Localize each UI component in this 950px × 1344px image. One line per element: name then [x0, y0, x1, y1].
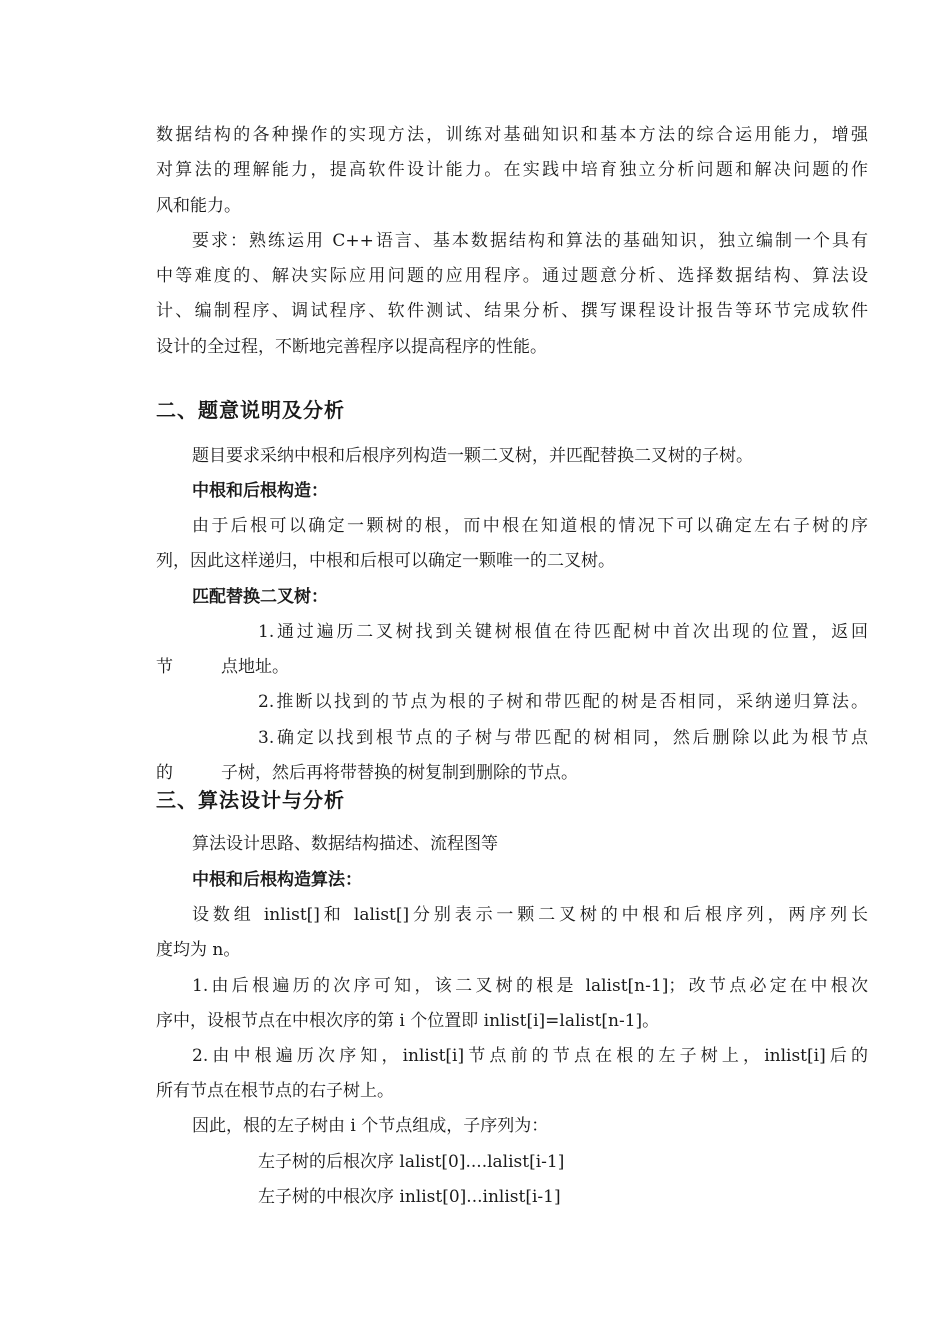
section2-step1-line2: [156, 655, 289, 679]
section2-sub1-title: 中根和后根构造：: [192, 481, 328, 501]
intro-p1-line1: 数据结构的各种操作的实现方法，训练对基础知识和基本方法的综合运用能力，增强: [156, 125, 868, 145]
section2-heading: 二、题意说明及分析: [156, 398, 345, 422]
section2-step3-rest: 子树，然后再将带替换的树复制到删除的节点。: [221, 763, 578, 783]
section3-p1-line1: 设数组 inlist[]和 lalist[]分别表示一颗二叉树的中根和后根序列，两序列长: [192, 905, 868, 925]
intro-p2-line4: 设计的全过程，不断地完善程序以提高程序的性能。: [156, 337, 547, 357]
section3-code2: 左子树的中根次序 inlist[0]...inlist[i-1]: [258, 1187, 561, 1207]
section2-sub1-line2: 列，因此这样递归，中根和后根可以确定一颗唯一的二叉树。: [156, 551, 615, 571]
section2-step3-line1: 3.确定以找到根节点的子树与带匹配的树相同，然后删除以此为根节点: [258, 728, 868, 748]
section2-summary: 题目要求采纳中根和后根序列构造一颗二叉树，并匹配替换二叉树的子树。: [192, 446, 753, 466]
section3-heading: 三、算法设计与分析: [156, 788, 345, 812]
section2-step2: 2.推断以找到的节点为根的子树和带匹配的树是否相同，采纳递归算法。: [258, 692, 868, 712]
section3-p2-line2: 序中，设根节点在中根次序的第 i 个位置即 inlist[i]=lalist[n-1]。: [156, 1011, 660, 1031]
intro-p1-line3: 风和能力。: [156, 196, 241, 216]
section2-step1-rest: 点地址。: [221, 657, 289, 677]
section3-code1: 左子树的后根次序 lalist[0]....lalist[i-1]: [258, 1152, 565, 1172]
intro-p1-line2: 对算法的理解能力，提高软件设计能力。在实践中培育独立分析问题和解决问题的作: [156, 160, 868, 180]
intro-p2-line3: 计、编制程序、调试程序、软件测试、结果分析、撰写课程设计报告等环节完成软件: [156, 301, 868, 321]
section2-step1-prefix: 节: [156, 657, 173, 677]
section3-summary: 算法设计思路、数据结构描述、流程图等: [192, 834, 498, 854]
section2-sub2-title: 匹配替换二叉树：: [192, 587, 328, 607]
section2-sub1-line1: 由于后根可以确定一颗树的根，而中根在知道根的情况下可以确定左右子树的序: [192, 516, 868, 536]
section3-p2-line1: 1.由后根遍历的次序可知，该二叉树的根是 lalist[n-1]；改节点必定在中根次: [192, 976, 868, 996]
section2-step3-prefix: 的: [156, 763, 173, 783]
section3-p3-line1: 2.由中根遍历次序知，inlist[i]节点前的节点在根的左子树上，inlist[i]后的: [192, 1046, 868, 1066]
section3-p1-line2: 度均为 n。: [156, 940, 241, 960]
section2-step1-line1: 1.通过遍历二叉树找到关键树根值在待匹配树中首次出现的位置，返回: [258, 622, 868, 642]
section3-sub1-title: 中根和后根构造算法：: [192, 870, 362, 890]
intro-p2-line2: 中等难度的、解决实际应用问题的应用程序。通过题意分析、选择数据结构、算法设: [156, 266, 868, 286]
section3-p3-line2: 所有节点在根节点的右子树上。: [156, 1081, 394, 1101]
section3-p4: 因此，根的左子树由 i 个节点组成，子序列为：: [192, 1116, 549, 1136]
section2-step3-line2: [156, 761, 578, 785]
intro-p2-line1: 要求：熟练运用 C++语言、基本数据结构和算法的基础知识，独立编制一个具有: [192, 231, 868, 251]
